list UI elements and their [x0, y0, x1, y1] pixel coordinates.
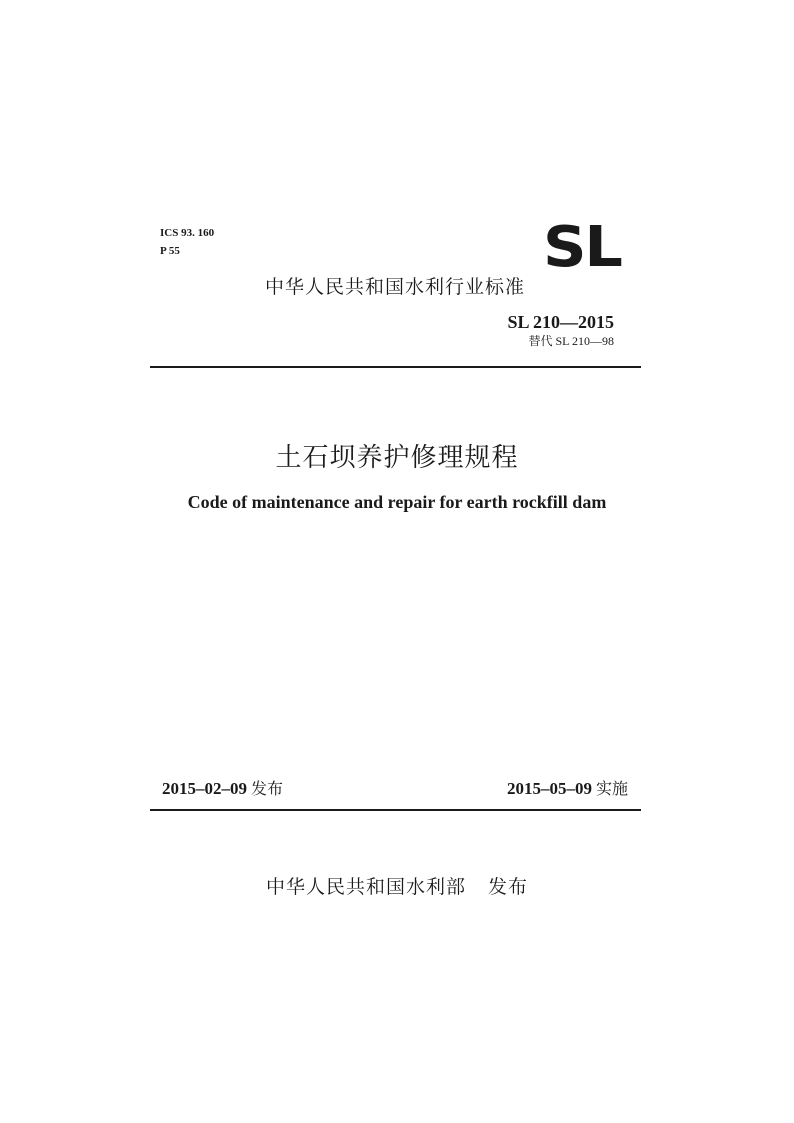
- title-chinese: 土石坝养护修理规程: [275, 443, 519, 473]
- replaces-standard: 替代 SL 210—98: [528, 334, 614, 348]
- sl-logo: SL: [543, 215, 621, 280]
- implement-label: 实施: [595, 779, 628, 798]
- issue-date: 2015–02–09: [162, 779, 247, 798]
- title-english: Code of maintenance and repair for earth rockfill dam: [187, 492, 607, 512]
- publish-label: 发布: [488, 876, 529, 898]
- standard-number: SL 210—2015: [507, 312, 614, 332]
- issue-label: 发布: [251, 779, 284, 798]
- top-divider: [150, 366, 641, 368]
- issue-date-block: [162, 778, 283, 800]
- industry-standard-heading: 中华人民共和国水利行业标准: [264, 276, 525, 298]
- implement-date-block: [507, 778, 628, 800]
- ics-code-block: [160, 224, 214, 260]
- publisher-line: [0, 874, 794, 900]
- publisher-name: 中华人民共和国水利部: [265, 876, 466, 898]
- classification-code: P 55: [160, 245, 180, 257]
- implement-date: 2015–05–09: [506, 779, 592, 798]
- ics-code: ICS 93. 160: [160, 227, 215, 239]
- bottom-divider: [150, 809, 641, 811]
